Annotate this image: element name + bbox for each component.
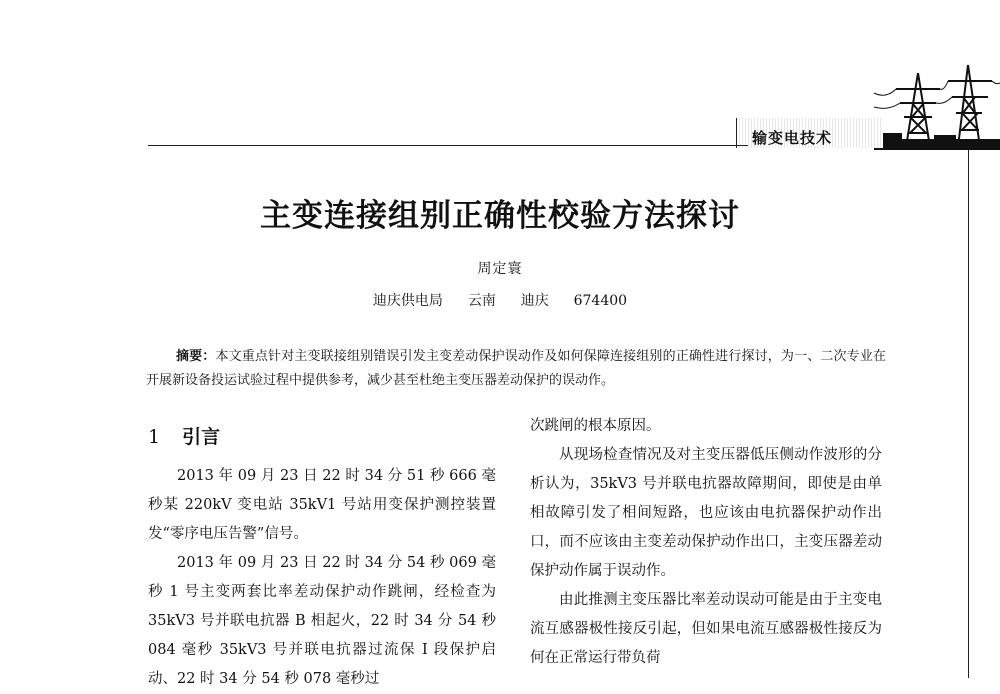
transmission-tower-icon [874, 55, 1000, 150]
abstract [146, 345, 886, 393]
paper-title: 主变连接组别正确性校验方法探讨 [260, 198, 740, 234]
paragraph: 2013 年 09 月 23 日 22 时 34 分 51 秒 666 毫秒某 220kV 变电站 35kV1 号站用变保护测控装置发“零序电压告警”信号。 [148, 468, 496, 542]
section-title: 引言 [182, 426, 221, 448]
paper-affiliation: 迪庆供电局 云南 迪庆 674400 [372, 293, 628, 309]
abstract-text: 本文重点针对主变联接组别错误引发主变差动保护误动作及如何保障连接组别的正确性进行探讨，为一、二次专业在开展新设备投运试验过程中提供参考，减少甚至杜绝主变压器差动保护的误动作。 [146, 349, 886, 388]
section-number: 1 [148, 426, 161, 448]
paragraph: 由此推测主变压器比率差动误动可能是由于主变电流互感器极性接反引起，但如果电流互感器极性接反为何在正常运行带负荷 [530, 592, 882, 666]
abstract-label: 摘要： [176, 349, 216, 364]
section-heading [148, 412, 496, 462]
paper-author: 周定寰 [477, 261, 523, 277]
paragraph: 2013 年 09 月 23 日 22 时 34 分 54 秒 069 毫秒 1 号主变两套比率差动保护动作跳闸，经检查为 35kV3 号并联电抗器 B 相起火，22 时 34 分 54 秒 084 毫秒 35kV3 号并联电抗器过流保 I 段保护启动、22 时 34 分 54 秒 078 毫秒过 [148, 555, 496, 687]
left-column [148, 412, 496, 694]
header-rule [148, 145, 748, 146]
paragraph: 从现场检查情况及对主变压器低压侧动作波形的分析认为，35kV3 号并联电抗器故障期间，即使是由单相故障引发了相间短路，也应该由电抗器保护动作出口，而不应该由主变差动保护动作出口，主变压器差动保护动作属于误动作。 [530, 447, 882, 579]
section-tag: 输变电技术 [752, 129, 833, 147]
right-column [530, 412, 882, 673]
paragraph: 次跳闸的根本原因。 [530, 418, 661, 434]
